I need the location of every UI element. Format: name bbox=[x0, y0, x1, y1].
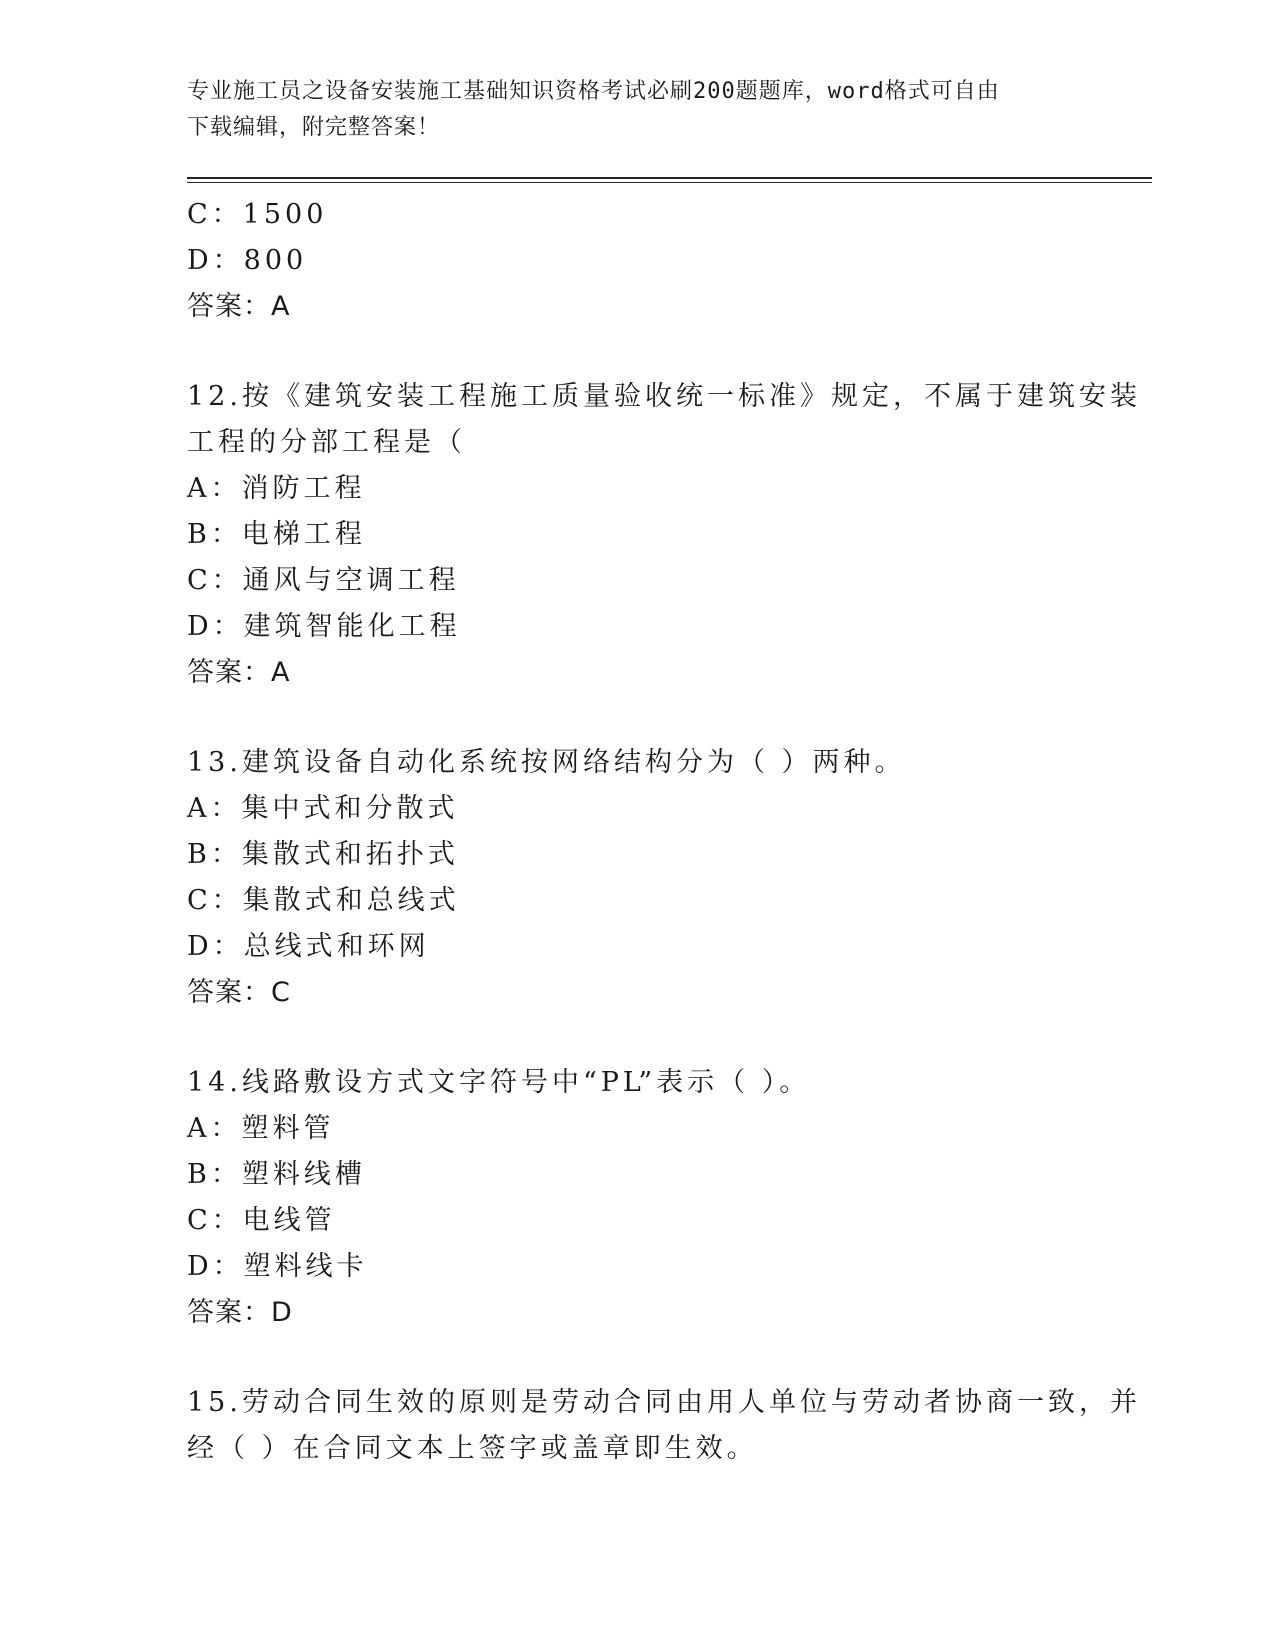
question-text-line-1: 12.按《建筑安装工程施工质量验收统一标准》规定，不属于建筑安装 bbox=[187, 381, 1141, 412]
answer-line: 答案：A bbox=[187, 291, 291, 322]
question-text-line-1: 15.劳动合同生效的原则是劳动合同由用人单位与劳动者协商一致，并 bbox=[187, 1387, 1141, 1418]
header-divider-thin bbox=[187, 182, 1152, 183]
question-13 bbox=[187, 740, 1087, 1016]
question-text-line-2: 经（ ）在合同文本上签字或盖章即生效。 bbox=[187, 1433, 758, 1464]
answer-line: 答案：C bbox=[187, 977, 291, 1008]
option-c: C：1500 bbox=[187, 199, 328, 230]
question-text-line-1: 14.线路敷设方式文字符号中“PL”表示（ ）。 bbox=[187, 1067, 811, 1098]
question-11-tail bbox=[187, 192, 1087, 330]
option-a: A：集中式和分散式 bbox=[187, 793, 459, 824]
option-d: D：总线式和环网 bbox=[187, 931, 430, 962]
option-d: D：塑料线卡 bbox=[187, 1251, 368, 1282]
option-d: D：建筑智能化工程 bbox=[187, 611, 461, 642]
option-a: A：消防工程 bbox=[187, 473, 366, 504]
header-line-1: 专业施工员之设备安装施工基础知识资格考试必刷200题题库，word格式可自由 bbox=[187, 79, 1000, 104]
option-c: C：电线管 bbox=[187, 1205, 336, 1236]
answer-line: 答案：A bbox=[187, 657, 291, 688]
question-14 bbox=[187, 1060, 1087, 1336]
option-b: B：塑料线槽 bbox=[187, 1159, 366, 1190]
question-list bbox=[187, 192, 1141, 1472]
header-divider-thick bbox=[187, 177, 1152, 179]
option-c: C：通风与空调工程 bbox=[187, 565, 460, 596]
header-line-2: 下载编辑，附完整答案！ bbox=[187, 115, 441, 140]
question-text-line-2: 工程的分部工程是（ bbox=[187, 427, 466, 458]
option-a: A：塑料管 bbox=[187, 1113, 335, 1144]
question-15 bbox=[187, 1380, 1141, 1472]
document-header bbox=[187, 74, 1067, 146]
option-b: B：集散式和拓扑式 bbox=[187, 839, 459, 870]
question-12 bbox=[187, 374, 1141, 696]
option-b: B：电梯工程 bbox=[187, 519, 366, 550]
question-text-line-1: 13.建筑设备自动化系统按网络结构分为（ ）两种。 bbox=[187, 747, 906, 778]
answer-line: 答案：D bbox=[187, 1297, 293, 1328]
option-c: C：集散式和总线式 bbox=[187, 885, 460, 916]
option-d: D：800 bbox=[187, 245, 308, 276]
